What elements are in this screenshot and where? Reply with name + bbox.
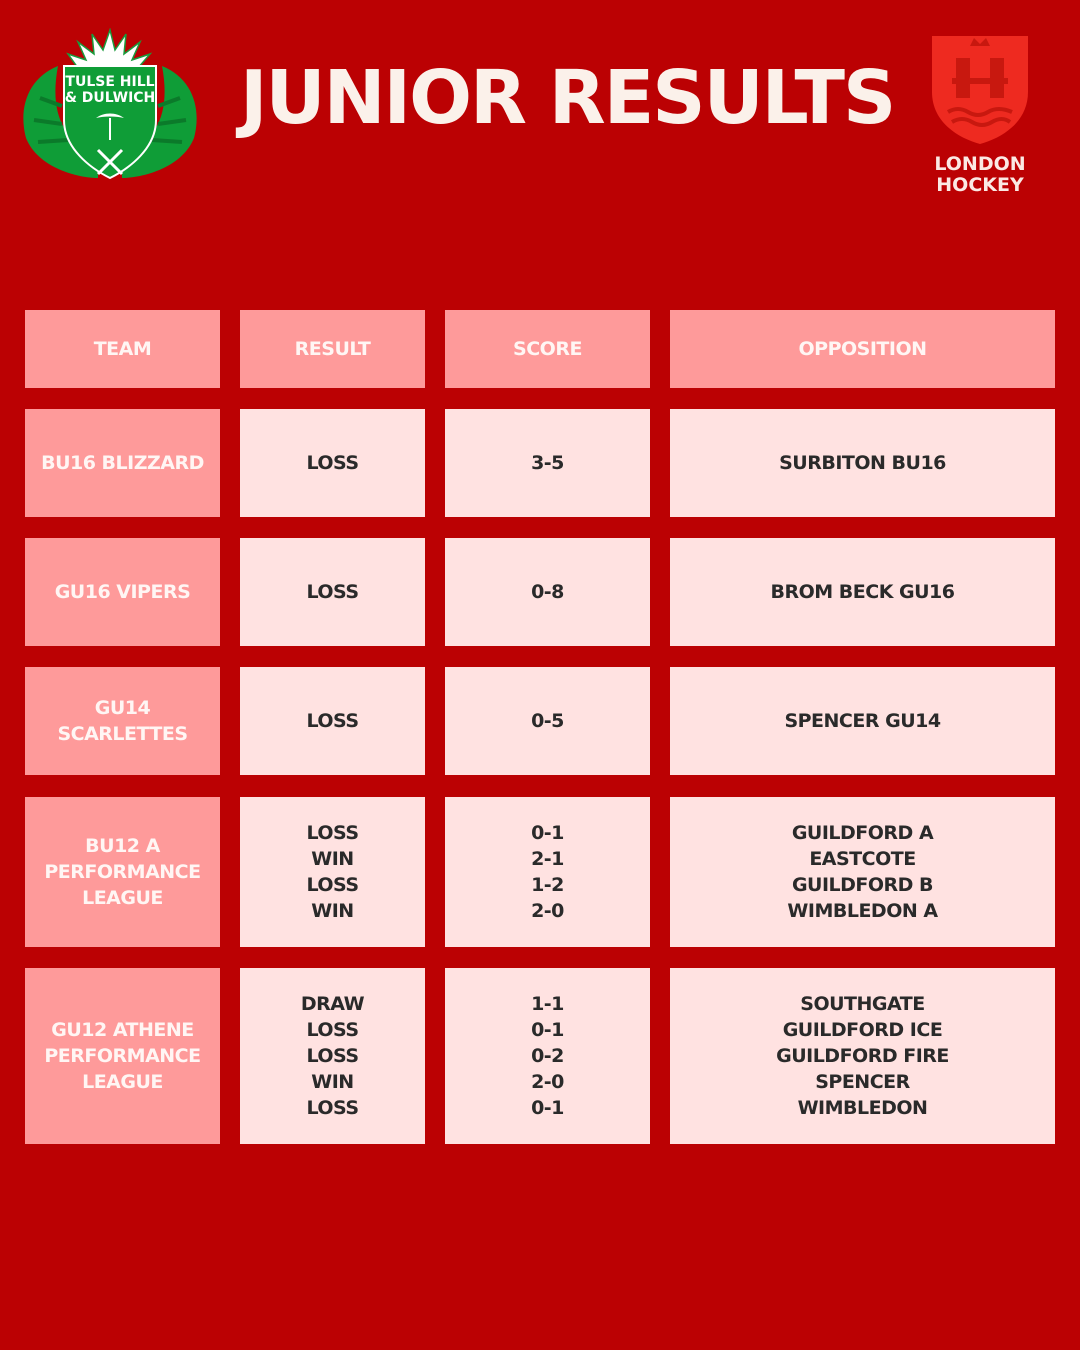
- header-team: TEAM: [25, 310, 220, 388]
- team-cell: GU16 VIPERS: [25, 538, 220, 646]
- score-value: 0-8: [531, 581, 564, 603]
- result-value: LOSS: [306, 874, 359, 896]
- score-cell: [445, 968, 650, 1144]
- result-value: WIN: [311, 848, 354, 870]
- team-cell: GU12 ATHENE PERFORMANCE LEAGUE: [25, 968, 220, 1144]
- opposition-value: BROM BECK GU16: [770, 581, 955, 603]
- score-cell: [445, 667, 650, 775]
- opposition-cell: [670, 968, 1055, 1144]
- opposition-value: GUILDFORD FIRE: [776, 1045, 949, 1067]
- header-result: RESULT: [240, 310, 425, 388]
- score-value: 2-0: [531, 900, 564, 922]
- opposition-cell: [670, 409, 1055, 517]
- club-logo-line2: & DULWICH: [64, 90, 156, 106]
- score-cell: [445, 538, 650, 646]
- opposition-value: GUILDFORD B: [791, 874, 934, 896]
- page-title: JUNIOR RESULTS: [240, 55, 895, 141]
- result-cell: [240, 797, 425, 947]
- result-value: LOSS: [306, 1097, 359, 1119]
- score-value: 2-1: [531, 848, 564, 870]
- result-value: WIN: [311, 900, 354, 922]
- london-hockey-logo: [918, 22, 1042, 202]
- opposition-value: WIMBLEDON A: [787, 900, 938, 922]
- team-cell: BU12 A PERFORMANCE LEAGUE: [25, 797, 220, 947]
- score-value: 0-1: [531, 822, 564, 844]
- team-cell: BU16 BLIZZARD: [25, 409, 220, 517]
- result-cell: [240, 968, 425, 1144]
- london-hockey-text: LONDON HOCKEY: [934, 153, 1026, 196]
- opposition-value: GUILDFORD ICE: [782, 1019, 943, 1041]
- score-cell: [445, 797, 650, 947]
- result-value: LOSS: [306, 581, 359, 603]
- result-value: WIN: [311, 1071, 354, 1093]
- score-value: 0-2: [531, 1045, 564, 1067]
- tulse-hill-dulwich-logo: [18, 28, 202, 188]
- result-cell: [240, 409, 425, 517]
- opposition-cell: [670, 797, 1055, 947]
- opposition-value: EASTCOTE: [809, 848, 916, 870]
- result-value: DRAW: [300, 993, 365, 1015]
- score-value: 1-1: [531, 993, 564, 1015]
- opposition-value: WIMBLEDON: [797, 1097, 928, 1119]
- header-score: SCORE: [445, 310, 650, 388]
- result-value: LOSS: [306, 710, 359, 732]
- opposition-cell: [670, 538, 1055, 646]
- result-value: LOSS: [306, 1019, 359, 1041]
- result-value: LOSS: [306, 822, 359, 844]
- header-opposition: OPPOSITION: [670, 310, 1055, 388]
- result-value: LOSS: [306, 452, 359, 474]
- opposition-value: SURBITON BU16: [779, 452, 946, 474]
- result-value: LOSS: [306, 1045, 359, 1067]
- opposition-value: GUILDFORD A: [791, 822, 934, 844]
- score-value: 1-2: [531, 874, 564, 896]
- opposition-value: SOUTHGATE: [800, 993, 925, 1015]
- score-value: 2-0: [531, 1071, 564, 1093]
- club-logo-line1: TULSE HILL: [65, 74, 155, 90]
- opposition-value: SPENCER GU14: [784, 710, 941, 732]
- opposition-cell: [670, 667, 1055, 775]
- score-value: 0-1: [531, 1019, 564, 1041]
- score-value: 0-1: [531, 1097, 564, 1119]
- score-cell: [445, 409, 650, 517]
- result-cell: [240, 667, 425, 775]
- team-cell: GU14 SCARLETTES: [25, 667, 220, 775]
- score-value: 3-5: [531, 452, 564, 474]
- opposition-value: SPENCER: [815, 1071, 910, 1093]
- score-value: 0-5: [531, 710, 564, 732]
- result-cell: [240, 538, 425, 646]
